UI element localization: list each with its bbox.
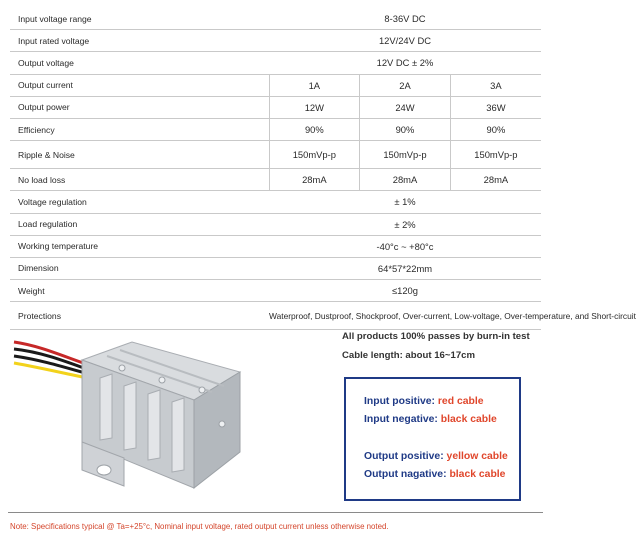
output-positive-line [364,451,508,462]
spec-value: ± 2% [269,213,541,235]
spec-label: Efficiency [10,118,269,140]
spec-row-weight [10,280,541,302]
spec-cell-3a: 36W [450,96,541,118]
spec-cell-3a: 150mVp-p [450,141,541,169]
spec-label: No load loss [10,169,269,191]
spec-value: -40°c ~ +80°c [269,235,541,257]
spec-table [10,8,636,330]
footer-divider [8,512,543,513]
spec-value: 12V DC ± 2% [269,52,541,74]
spec-cell-1a: 90% [269,118,360,140]
burn-in-test-text: All products 100% passes by burn-in test [342,331,530,342]
spec-row-input-rated-voltage [10,30,541,52]
specification-note: Note: Specifications typical @ Ta=+25°c, Nominal input voltage, rated output current unless otherwise noted. [10,522,389,531]
input-negative-value: black cable [440,414,497,425]
cable-length-text: Cable length: about 16~17cm [342,350,476,361]
input-positive-value: red cable [437,396,484,407]
spec-cell-3a: 28mA [450,169,541,191]
output-positive-value: yellow cable [446,451,508,462]
spec-cell-2a: 24W [360,96,451,118]
converter-casing [82,342,240,488]
spec-label: Working temperature [10,235,269,257]
spec-cell-1a: 28mA [269,169,360,191]
spec-row-no-load-loss [10,169,541,191]
spec-cell-2a: 2A [360,74,451,96]
spec-cell-2a: 150mVp-p [360,141,451,169]
spec-label: Input rated voltage [10,30,269,52]
spec-cell-1a: 1A [269,74,360,96]
spec-row-input-voltage-range [10,8,541,30]
output-negative-label: Output nagative: [364,469,447,480]
spec-label: Dimension [10,257,269,279]
spec-row-voltage-regulation [10,191,541,213]
spec-label: Input voltage range [18,13,92,24]
spec-row-ripple-noise [10,141,541,169]
spec-value: 12V/24V DC [269,30,541,52]
input-positive-line [364,396,484,407]
spec-cell-1a: 150mVp-p [269,141,360,169]
spec-row-dimension [10,257,541,279]
spec-label: Weight [10,280,269,302]
spec-cell-1a: 12W [269,96,360,118]
cable-legend-box [344,377,521,501]
product-info [342,331,530,369]
output-negative-value: black cable [449,469,506,480]
spec-row-efficiency [10,118,541,140]
input-positive-label: Input positive: [364,396,435,407]
spec-label: Load regulation [10,213,269,235]
spec-row-working-temperature [10,235,541,257]
spec-label: Output current [10,74,269,96]
spec-value: 8-36V DC [384,13,426,25]
cable-bundle [14,342,92,379]
spec-cell-3a: 3A [450,74,541,96]
input-negative-label: Input negative: [364,414,438,425]
spec-cell-2a: 90% [360,118,451,140]
output-negative-line [364,469,505,480]
spec-label: Protections [10,302,269,330]
spec-row-output-voltage [10,52,541,74]
spec-row-output-current [10,74,541,96]
spec-value: ± 1% [269,191,541,213]
spec-label: Output voltage [10,52,269,74]
spec-label: Ripple & Noise [10,141,269,169]
spec-cell-3a: 90% [450,118,541,140]
spec-value: 64*57*22mm [269,257,541,279]
spec-label: Output power [10,96,269,118]
product-photo [12,320,262,505]
spec-value: ≤120g [269,280,541,302]
spec-label: Voltage regulation [10,191,269,213]
spec-row-load-regulation [10,213,541,235]
input-negative-line [364,414,497,425]
spec-cell-2a: 28mA [360,169,451,191]
spec-row-output-power [10,96,541,118]
output-positive-label: Output positive: [364,451,444,462]
spec-value: Waterproof, Dustproof, Shockproof, Over-current, Low-voltage, Over-temperature, and Short-circuit [269,302,541,330]
